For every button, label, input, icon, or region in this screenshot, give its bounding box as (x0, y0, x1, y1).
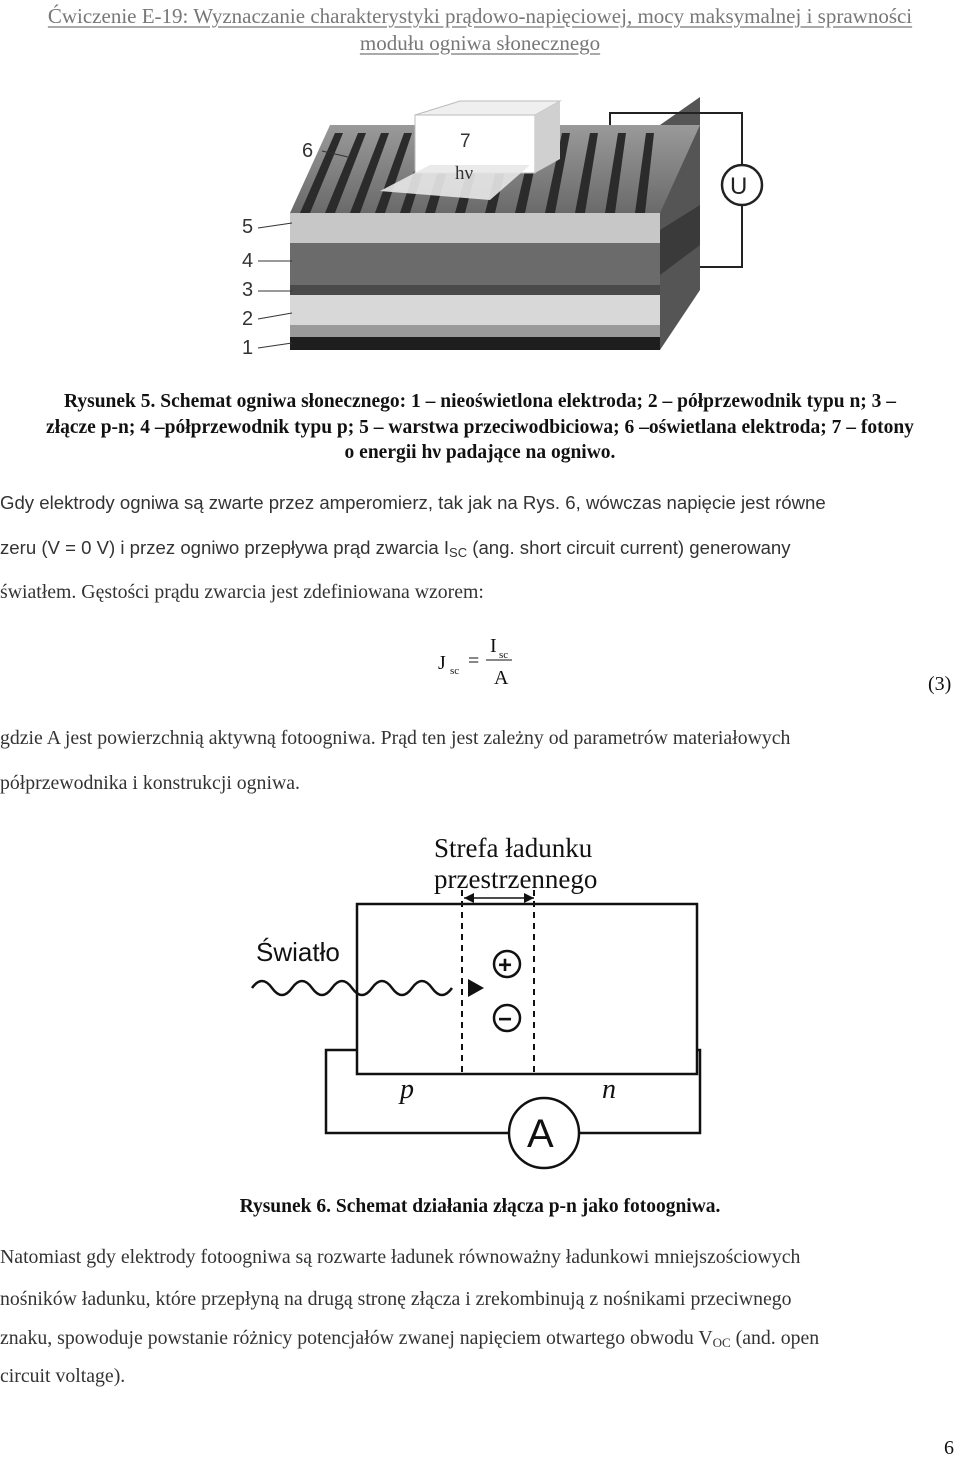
junction-box (357, 904, 697, 1074)
eq-lhs-sub: sc (450, 665, 460, 677)
paragraph1-line2: zeru (V = 0 V) i przez ogniwo przepływa prąd zwarcia $I_{SC}$ (ang. short circuit current) generowany (0, 537, 791, 560)
label-hv: hν (455, 163, 474, 184)
eq-denominator: A (494, 667, 509, 689)
solar-cell-schematic (230, 95, 770, 375)
paragraph3-line1: Natomiast gdy elektrody fotoogniwa są rozwarte ładunek równoważny ładunkowi mniejszościowych (0, 1246, 801, 1268)
space-charge-title-line1: Strefa ładunku (434, 833, 593, 863)
p-region-label: p (400, 1074, 414, 1105)
paragraph3-line4: circuit voltage). (0, 1365, 126, 1387)
figure5-caption-line1: Rysunek 5. Schemat ogniwa słonecznego: 1 – nieoświetlona elektroda; 2 – półprzewodnik typu n; 3 – (63, 391, 897, 412)
label-5: 5 (242, 216, 254, 238)
label-2: 2 (242, 308, 254, 330)
eq-lhs: J (438, 652, 446, 674)
paragraph2-line2: półprzewodnika i konstrukcji ogniwa. (0, 772, 300, 794)
paragraph3-line2: nośników ładunku, które przepłyną na drugą stronę złącza i zrekombinują z nośnikami przeciwnego (0, 1288, 792, 1310)
header-title-line2: modułu ogniwa słonecznego (359, 31, 601, 55)
n-region-label: n (602, 1074, 616, 1105)
paragraph2-line1: gdzie A jest powierzchnią aktywną fotoogniwa. Prąd ten jest zależny od parametrów materiałowych (0, 727, 791, 749)
paragraph3-line3: znaku, spowoduje powstanie różnicy potencjałów zwanej napięciem otwartego obwodu $V_{OC}$ (and. open (0, 1327, 820, 1350)
paragraph1-line3: światłem. Gęstości prądu zwarcia jest zdefiniowana wzorem: (0, 581, 484, 603)
figure5-caption-line3: o energii hν padające na ogniwo. (344, 442, 616, 463)
label-6: 6 (302, 140, 314, 162)
label-4: 4 (242, 250, 254, 272)
minus-sign: − (498, 1006, 513, 1033)
label-1: 1 (242, 337, 254, 359)
space-charge-title-line2: przestrzennego (434, 864, 598, 894)
plus-sign: + (498, 952, 513, 979)
label-7: 7 (460, 131, 471, 152)
paragraph1-line1: Gdy elektrody ogniwa są zwarte przez amperomierz, tak jak na Rys. 6, wówczas napięcie jest równe (0, 492, 826, 513)
label-3: 3 (242, 279, 254, 301)
pn-junction-diagram (222, 828, 742, 1173)
header-title-line1: Ćwiczenie E-19: Wyznaczanie charakterystyki prądowo-napięciowej, mocy maksymalnej i sprawności (47, 4, 913, 28)
equation-3 (430, 632, 540, 697)
figure6-caption: Rysunek 6. Schemat działania złącza p-n jako fotoogniwa. (239, 1196, 721, 1217)
light-label: Światło (256, 937, 340, 967)
voltmeter-label: U (730, 173, 748, 200)
eq-equals: = (468, 650, 480, 672)
page-number: 6 (944, 1437, 954, 1459)
equation-number: (3) (928, 673, 952, 695)
eq-numerator: I (490, 635, 497, 657)
ammeter-label: A (527, 1112, 554, 1156)
figure5-caption-line2: złącze p-n; 4 –półprzewodnik typu p; 5 – warstwa przeciwodbiciowa; 6 –oświetlana elektroda; 7 – fotony (46, 417, 914, 438)
eq-numerator-sub: sc (499, 649, 509, 661)
